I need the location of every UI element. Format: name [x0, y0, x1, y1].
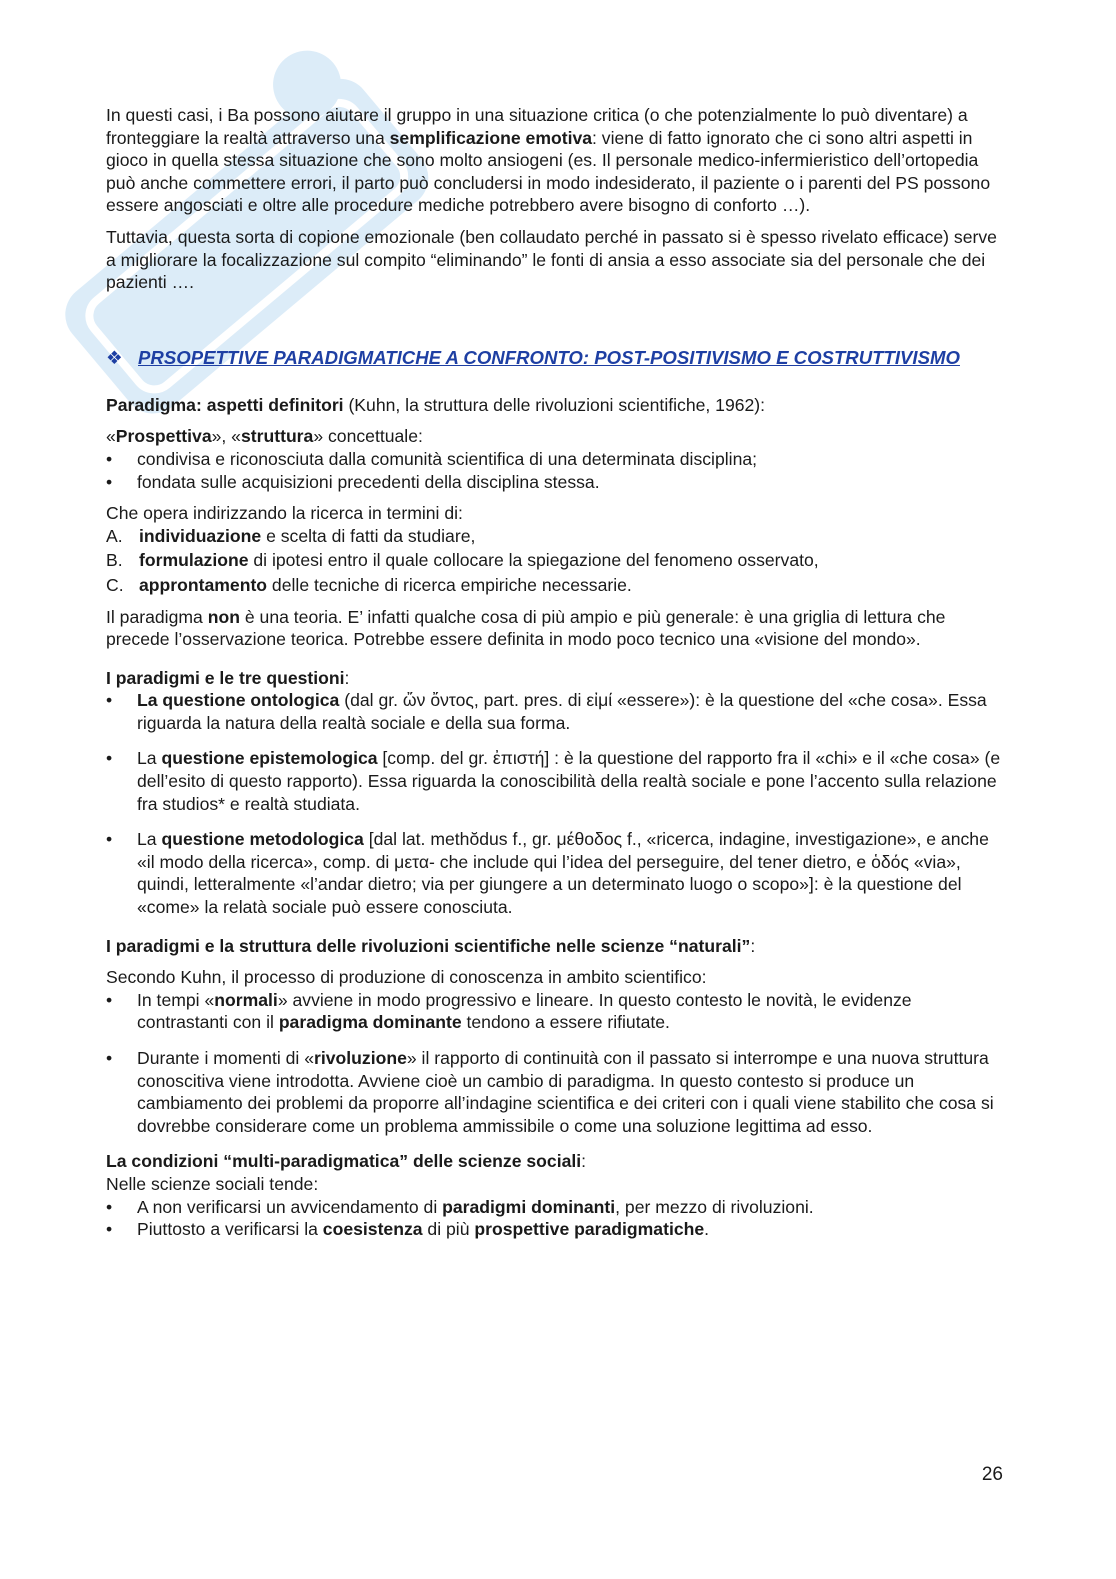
list-marker: B.	[106, 550, 123, 571]
text-run: :	[344, 667, 350, 688]
bold-text: coesistenza	[322, 1219, 423, 1240]
text-run: :	[581, 1151, 587, 1172]
questioni-bullets	[106, 689, 1006, 918]
bold-text: La condizioni “multi-paradigmatica” delle scienze sociali	[106, 1151, 582, 1172]
bold-text: semplificazione emotiva	[389, 127, 593, 148]
text-run: «	[106, 426, 116, 447]
bullet-icon: •	[106, 829, 113, 850]
text-run: A non verificarsi un avvicendamento di	[137, 1196, 443, 1217]
section-heading	[106, 344, 1006, 372]
intro-paragraph-2	[106, 226, 1006, 294]
bold-text: struttura	[240, 426, 314, 447]
text-run: di più	[422, 1219, 475, 1240]
text-run: (Kuhn, la struttura delle rivoluzioni scientifiche, 1962):	[343, 394, 766, 415]
text-run: », «	[211, 426, 241, 447]
text-run: Che opera indirizzando la ricerca in termini di:	[106, 503, 463, 524]
text-run: Durante i momenti di «	[137, 1048, 314, 1068]
bullet-icon: •	[106, 989, 113, 1010]
paradigma-definition-title	[106, 394, 1006, 417]
text-run: In questi casi, i Ba possono aiutare il gruppo in una situazione critica (o che potenzialmente lo può diventare) a fronteggiare la realtà attraverso una	[106, 105, 968, 148]
bold-text: I paradigmi e la struttura delle rivoluzioni scientifiche nelle scienze “naturali”	[106, 935, 751, 956]
rivoluzioni-intro	[106, 966, 1006, 989]
bullet-icon: •	[106, 1196, 113, 1217]
text-run: delle tecniche di ricerca empiriche necessarie.	[267, 574, 632, 595]
text-run: Tuttavia, questa sorta di copione emozionale (ben collaudato perché in passato si è spesso rivelato efficace) serve a migliorare la focalizzazione sul compito “eliminando” le fonti di ansia a esso associate sia del personale che dei pazienti ….	[106, 226, 997, 293]
text-run: » concettuale:	[313, 426, 423, 447]
text-run: [dal lat. methŏdus f., gr. μέθοδος f., «ricerca, indagine, investigazione», e anche «il modo della ricerca», comp. di μετα- che include qui l’idea del perseguire, del tener dietro, e ὁδός «via», quindi, letteralmente «l’andar dietro; via per giungere a un determinato luogo o scopo»]: è la questione del «come» la relatà sociale può essere conosciuta.	[137, 829, 989, 918]
bold-text: Paradigma: aspetti definitori	[106, 394, 344, 415]
multi-intro	[106, 1173, 1006, 1196]
bold-text: normali	[214, 989, 278, 1010]
document-page	[106, 104, 1006, 1241]
text-run: » avviene in modo progressivo e lineare. In questo contesto le novità, le evidenze contrastanti con il	[137, 989, 912, 1033]
list-item	[106, 989, 1006, 1034]
bold-text: non	[207, 606, 240, 627]
text-run: di ipotesi entro il quale collocare la spiegazione del fenomeno osservato,	[248, 550, 819, 571]
list-item	[106, 448, 1006, 471]
text-run: Nelle scienze sociali tende:	[106, 1173, 319, 1194]
list-item	[106, 1047, 1006, 1137]
text-run: (dal gr. ὤν ὄντος, part. pres. di εἰμί «essere»): è la questione del «che cosa». Essa riguarda la natura della realtà sociale e della sua forma.	[137, 690, 987, 733]
section-heading-text: PRSOPETTIVE PARADIGMATICHE A CONFRONTO: POST-POSITIVISMO E COSTRUTTIVISMO	[138, 346, 960, 368]
text-run: La	[137, 829, 162, 850]
opera-alpha-list	[106, 525, 1006, 597]
bold-text: prospettive paradigmatiche	[474, 1219, 705, 1240]
bold-text: Prospettiva	[115, 426, 212, 447]
bold-text: approntamento	[139, 574, 268, 595]
bold-text: rivoluzione	[314, 1048, 407, 1068]
text-run: Piuttosto a verificarsi la	[137, 1219, 323, 1240]
bullet-icon: •	[106, 690, 113, 711]
bold-text: questione metodologica	[161, 829, 364, 850]
text-run: [comp. del gr. ἐπιστή] : è la questione del rapporto fra il «chi» e il «che cosa» (e dell’esito di questo rapporto). Essa riguarda la conoscibilità della realtà sociale e pone l’accento sulla relazione fra studios* e realtà studiata.	[137, 748, 1001, 814]
list-item	[106, 747, 1006, 815]
bold-text: questione epistemologica	[161, 748, 378, 769]
multi-bullets	[106, 1196, 1006, 1241]
list-item	[106, 689, 1006, 734]
text-run: , per mezzo di rivoluzioni.	[615, 1196, 814, 1217]
bold-text: paradigma dominante	[278, 1012, 462, 1033]
text-run: condivisa e riconosciuta dalla comunità scientifica di una determinata disciplina;	[137, 448, 758, 469]
bullet-icon: •	[106, 471, 113, 492]
page-number: 26	[981, 1464, 1003, 1485]
intro-paragraph-1	[106, 104, 1006, 217]
text-run: Il paradigma	[106, 606, 208, 627]
rivoluzioni-title	[106, 935, 1006, 958]
list-marker: A.	[106, 525, 123, 546]
text-run: tendono a essere rifiutate.	[461, 1012, 670, 1033]
bold-text: I paradigmi e le tre questioni	[106, 667, 345, 688]
text-run: La	[137, 748, 162, 769]
text-run: In tempi «	[137, 989, 215, 1010]
multi-title	[106, 1150, 1006, 1173]
text-run: è una teoria. E’ infatti qualche cosa di più ampio e più generale: è una griglia di lettura che precede l’osservazione teorica. Potrebbe essere definita in modo poco tecnico una «visione del mondo».	[106, 606, 946, 650]
bold-text: paradigmi dominanti	[442, 1196, 616, 1217]
prospettiva-bullets	[106, 448, 1006, 493]
text-run: : viene di fatto ignorato che ci sono altri aspetti in gioco in quella stessa situazione che sono molto ansiogeni (es. Il personale medico-infermieristico dell’ortopedia può anche commettere errori, il parto può concludersi in modo indesiderato, il paziente o i parenti del PS possono essere angosciati e oltre alle procedure mediche potrebbero avere bisogno di conforto …).	[106, 127, 991, 216]
prospettiva-line	[106, 425, 1006, 448]
text-run: .	[704, 1219, 710, 1240]
list-marker: C.	[106, 574, 124, 595]
questioni-title	[106, 667, 1006, 690]
bullet-icon: •	[106, 1219, 113, 1240]
alpha-list-item	[106, 549, 1006, 572]
text-run: e scelta di fatti da studiare,	[261, 525, 476, 546]
alpha-list-item	[106, 574, 1006, 597]
list-item	[106, 1218, 1006, 1241]
text-run: :	[750, 935, 756, 956]
bold-text: individuazione	[139, 525, 262, 546]
bullet-icon: •	[106, 1048, 113, 1068]
bullet-icon: •	[106, 448, 113, 469]
alpha-list-item	[106, 525, 1006, 548]
text-run: » il rapporto di continuità con il passato si interrompe e una nuova struttura conoscitiva viene introdotta. Avviene cioè un cambio di paradigma. In questo contesto si produce un cambiamento dei problemi da proporre all’indagine scientifica e dei criteri con i quali viene stabilito che cosa si dovrebbe considerare come un problema ammissibile o come una soluzione legittima ad esso.	[137, 1048, 994, 1136]
diamond-bullet-icon: ❖	[106, 346, 123, 368]
list-item	[106, 471, 1006, 494]
non-teoria-paragraph	[106, 606, 1006, 651]
rivoluzioni-bullets	[106, 989, 1006, 1138]
list-item	[106, 1196, 1006, 1219]
bold-text: La questione ontologica	[137, 690, 340, 711]
opera-line	[106, 502, 1006, 525]
text-run: fondata sulle acquisizioni precedenti della disciplina stessa.	[137, 471, 600, 492]
list-item	[106, 828, 1006, 918]
bullet-icon: •	[106, 748, 113, 769]
text-run: Secondo Kuhn, il processo di produzione di conoscenza in ambito scientifico:	[106, 967, 707, 988]
bold-text: formulazione	[139, 550, 249, 571]
